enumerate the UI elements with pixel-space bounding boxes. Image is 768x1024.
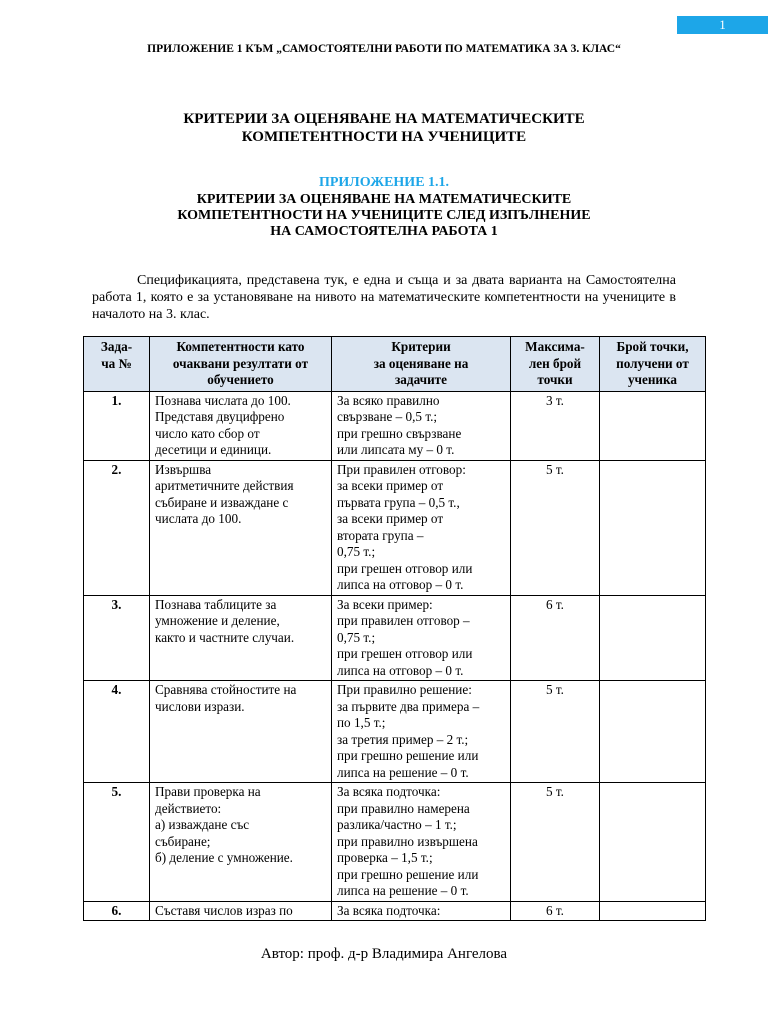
task-number-cell: 3.: [84, 595, 150, 681]
cell-text-line: За всяко правилно: [337, 392, 440, 408]
header-text: Компетентности като: [176, 339, 305, 354]
header-text: Зада-: [100, 339, 133, 354]
cell-text-line: при правилен отговор –: [337, 613, 470, 628]
table-row: [84, 460, 706, 595]
cell-text-line: разлика/частно – 1 т.;: [337, 817, 457, 832]
cell-text-line: За всяка подточка:: [337, 902, 441, 918]
max-points-cell: 3 т.: [511, 391, 600, 460]
cell-text-line: Познава числата до 100.: [155, 392, 291, 408]
cell-text-line: липса на отговор – 0 т.: [337, 577, 464, 592]
received-points-cell: [600, 595, 706, 681]
sub-title-line: КРИТЕРИИ ЗА ОЦЕНЯВАНЕ НА МАТЕМАТИЧЕСКИТЕ: [196, 192, 572, 207]
received-points-cell: [600, 391, 706, 460]
cell-text-line: събиране и изваждане с: [155, 494, 289, 510]
header-text: Максима-: [525, 339, 585, 354]
cell-text-line: За всеки пример:: [337, 596, 433, 612]
cell-text-line: липса на решение – 0 т.: [337, 764, 469, 780]
cell-text-line: числата до 100.: [155, 511, 242, 526]
sub-title: [0, 192, 768, 240]
page-number-badge: 1: [677, 16, 768, 34]
criteria-cell: [332, 783, 511, 902]
cell-text-line: при грешен отговор или: [337, 646, 473, 661]
cell-text-line: умножение и деление,: [155, 613, 280, 628]
competence-cell: [150, 681, 332, 783]
header-text: очаквани резултати от: [172, 355, 309, 371]
cell-text-line: Прави проверка на: [155, 784, 261, 799]
table-row: [84, 391, 706, 460]
cell-text-line: или липсата му – 0 т.: [337, 442, 455, 457]
header-received-points: [600, 337, 706, 392]
task-number-cell: 2.: [84, 460, 150, 595]
cell-text-line: при грешно свързване: [337, 425, 462, 441]
cell-text-line: при правилно намерена: [337, 800, 470, 816]
cell-text-line: първата група – 0,5 т.,: [337, 494, 460, 510]
cell-text-line: числови изрази.: [155, 698, 245, 714]
cell-text-line: както и частните случаи.: [155, 629, 295, 645]
header-text: Критерии: [391, 339, 451, 354]
table-body: [84, 391, 706, 921]
cell-text-line: при грешно решение или: [337, 748, 479, 763]
table-row: [84, 783, 706, 902]
main-title: [0, 110, 768, 146]
running-header: ПРИЛОЖЕНИЕ 1 КЪМ „САМОСТОЯТЕЛНИ РАБОТИ ПО МАТЕМАТИКА ЗА 3. КЛАС“: [147, 43, 621, 55]
task-number-cell: 1.: [84, 391, 150, 460]
header-text: получени от: [616, 355, 689, 371]
main-title-line: КОМПЕТЕНТНОСТИ НА УЧЕНИЦИТЕ: [241, 129, 527, 145]
header-text: ученика: [627, 372, 678, 387]
received-points-cell: [600, 783, 706, 902]
criteria-cell: [332, 901, 511, 921]
cell-text-line: аритметичните действия: [155, 478, 294, 493]
cell-text-line: число като сбор от: [155, 425, 260, 441]
header-text: ча №: [101, 355, 132, 371]
competence-cell: [150, 783, 332, 902]
criteria-cell: [332, 681, 511, 783]
sub-title-line: КОМПЕТЕНТНОСТИ НА УЧЕНИЦИТЕ СЛЕД ИЗПЪЛНЕНИЕ: [177, 208, 591, 223]
cell-text-line: При правилно решение:: [337, 682, 472, 697]
cell-text-line: при правилно извършена: [337, 833, 478, 849]
criteria-cell: [332, 391, 511, 460]
cell-text-line: а) изваждане със: [155, 817, 250, 832]
max-points-cell: 5 т.: [511, 681, 600, 783]
cell-text-line: 0,75 т.;: [337, 629, 376, 645]
cell-text-line: Съставя числов израз по: [155, 902, 293, 918]
cell-text-line: втората група –: [337, 527, 424, 543]
cell-text-line: При правилен отговор:: [337, 461, 466, 477]
competence-cell: [150, 595, 332, 681]
cell-text-line: десетици и единици.: [155, 442, 272, 457]
intro-paragraph: Спецификацията, представена тук, е една и съща и за двата варианта на Самостоятелна работа 1, която е за установяване на нивото на математическите компетентности на учениците в началото на 3. клас.: [92, 273, 676, 322]
cell-text-line: за първите два примера –: [337, 698, 480, 714]
cell-text-line: за всеки пример от: [337, 511, 444, 526]
cell-text-line: За всяка подточка:: [337, 784, 441, 799]
criteria-table: [83, 336, 706, 921]
header-criteria: [332, 337, 511, 392]
header-text: задачите: [395, 372, 447, 387]
header-text: обучението: [207, 372, 274, 387]
header-text: лен брой: [528, 355, 582, 371]
task-number-cell: 6.: [84, 901, 150, 921]
cell-text-line: б) деление с умножение.: [155, 850, 293, 865]
appendix-label: ПРИЛОЖЕНИЕ 1.1.: [318, 175, 450, 190]
header-text: Брой точки,: [616, 339, 689, 354]
criteria-cell: [332, 595, 511, 681]
cell-text-line: проверка – 1,5 т.;: [337, 850, 433, 865]
max-points-cell: 6 т.: [511, 595, 600, 681]
header-text: точки: [537, 372, 573, 387]
task-number-cell: 5.: [84, 783, 150, 902]
received-points-cell: [600, 681, 706, 783]
table-header: [84, 337, 706, 392]
cell-text-line: Извършва: [155, 461, 212, 477]
cell-text-line: Сравнява стойностите на: [155, 682, 297, 697]
table-row: [84, 595, 706, 681]
cell-text-line: Представя двуцифрено: [155, 409, 285, 424]
cell-text-line: за третия пример – 2 т.;: [337, 731, 469, 747]
cell-text-line: при грешен отговор или: [337, 560, 473, 576]
header-max-points: [511, 337, 600, 392]
cell-text-line: събиране;: [155, 833, 211, 849]
header-text: за оценяване на: [373, 355, 469, 371]
criteria-cell: [332, 460, 511, 595]
sub-title-line: НА САМОСТОЯТЕЛНА РАБОТА 1: [270, 224, 498, 239]
competence-cell: [150, 391, 332, 460]
cell-text-line: при грешно решение или: [337, 866, 479, 882]
cell-text-line: действието:: [155, 800, 222, 816]
competence-cell: [150, 460, 332, 595]
cell-text-line: за всеки пример от: [337, 478, 444, 493]
table-row: [84, 681, 706, 783]
header-task-number: [84, 337, 150, 392]
cell-text-line: свързване – 0,5 т.;: [337, 409, 438, 424]
max-points-cell: 5 т.: [511, 783, 600, 902]
competence-cell: [150, 901, 332, 921]
footer-author: Автор: проф. д-р Владимира Ангелова: [260, 946, 508, 962]
cell-text-line: липса на отговор – 0 т.: [337, 662, 464, 678]
cell-text-line: липса на решение – 0 т.: [337, 883, 469, 898]
max-points-cell: 6 т.: [511, 901, 600, 921]
max-points-cell: 5 т.: [511, 460, 600, 595]
received-points-cell: [600, 901, 706, 921]
header-competences: [150, 337, 332, 392]
task-number-cell: 4.: [84, 681, 150, 783]
cell-text-line: Познава таблиците за: [155, 596, 277, 612]
cell-text-line: по 1,5 т.;: [337, 715, 386, 730]
received-points-cell: [600, 460, 706, 595]
table-row: [84, 901, 706, 921]
main-title-line: КРИТЕРИИ ЗА ОЦЕНЯВАНЕ НА МАТЕМАТИЧЕСКИТЕ: [183, 111, 585, 127]
header-row: [84, 337, 706, 392]
cell-text-line: 0,75 т.;: [337, 544, 376, 559]
